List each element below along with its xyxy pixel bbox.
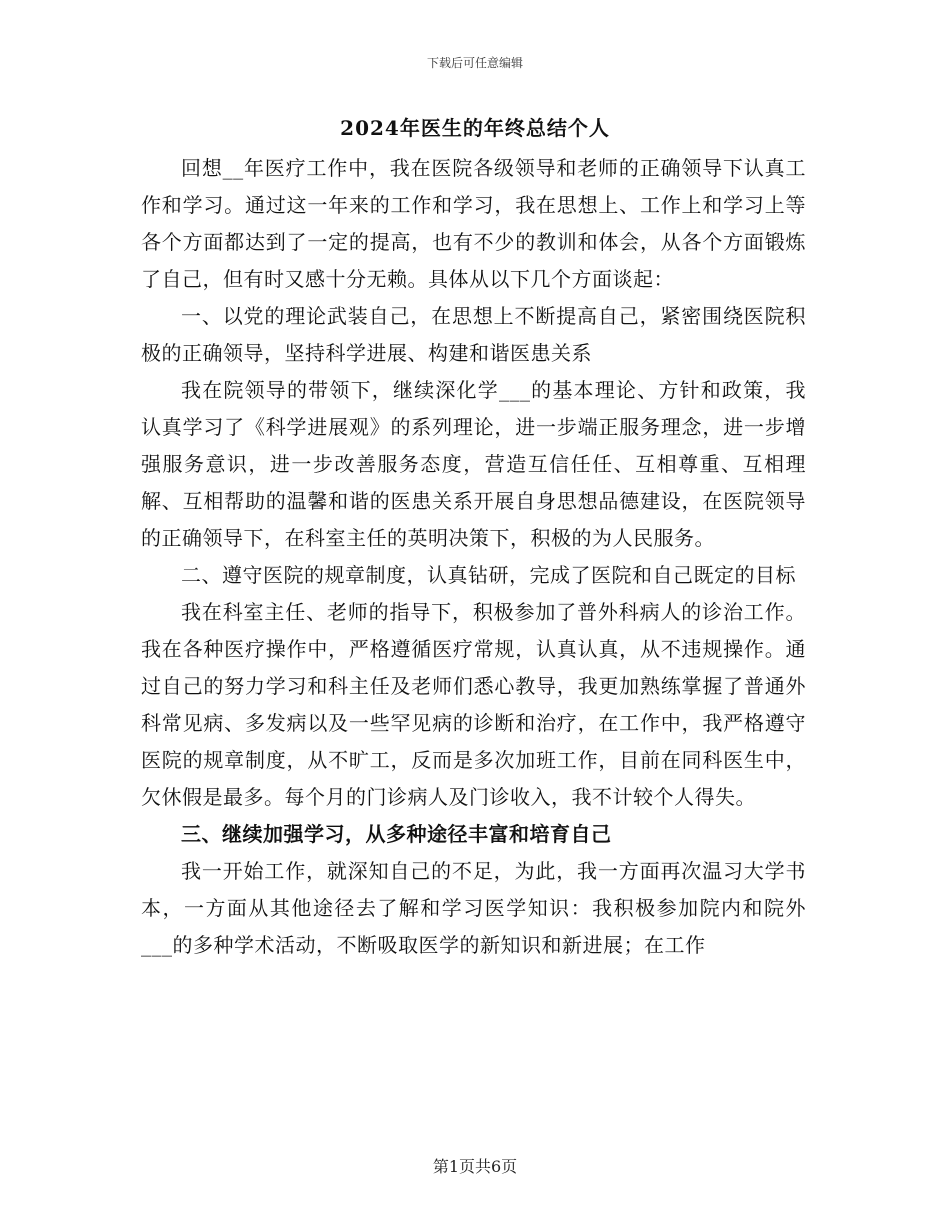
paragraph-section-2: 我在科室主任、老师的指导下，积极参加了普外科病人的诊治工作。我在各种医疗操作中，严格遵循医疗常规，认真认真，从不违规操作。通过自己的努力学习和科主任及老师们悉心教导，我更加熟练掌握了普通外科常见病、多发病以及一些罕见病的诊断和治疗，在工作中，我严格遵守医院的规章制度，从不旷工，反而是多次加班工作，目前在同科医生中，欠休假是最多。每个月的门诊病人及门诊收入，我不计较个人得失。 xyxy=(141,600,806,809)
section-heading-2: 二、遵守医院的规章制度，认真钻研，完成了医院和自己既定的目标 xyxy=(181,563,796,587)
paragraph-section-3: 我一开始工作，就深知自己的不足，为此，我一方面再次温习大学书本，一方面从其他途径去了解和学习医学知识：我积极参加院内和院外___的多种学术活动，不断吸取医学的新知识和新进展；在工作 xyxy=(141,859,806,957)
paragraph-section-1: 我在院领导的带领下，继续深化学___的基本理论、方针和政策，我认真学习了《科学进展观》的系列理论，进一步端正服务理念，进一步增强服务意识，进一步改善服务态度，营造互信任任、互相尊重、互相理解、互相帮助的温馨和谐的医患关系开展自身思想品德建设，在医院领导的正确领导下，在科室主任的英明决策下，积极的为人民服务。 xyxy=(141,378,806,550)
section-heading-1: 一、以党的理论武装自己，在思想上不断提高自己，紧密围绕医院积极的正确领导，坚持科学进展、构建和谐医患关系 xyxy=(141,304,806,365)
document-title: 2024年医生的年终总结个人 xyxy=(340,116,610,140)
page-header-note: 下载后可任意编辑 xyxy=(426,56,523,70)
paragraph-intro: 回想__年医疗工作中，我在医院各级领导和老师的正确领导下认真工作和学习。通过这一年来的工作和学习，我在思想上、工作上和学习上等各个方面都达到了一定的提高，也有不少的教训和体会，从各个方面锻炼了自己，但有时又感十分无赖。具体从以下几个方面谈起： xyxy=(141,156,806,291)
section-heading-3: 三、继续加强学习，从多种途径丰富和培育自己 xyxy=(181,822,612,846)
page-number-footer: 第1页共6页 xyxy=(432,1157,518,1176)
document-body xyxy=(141,150,806,964)
